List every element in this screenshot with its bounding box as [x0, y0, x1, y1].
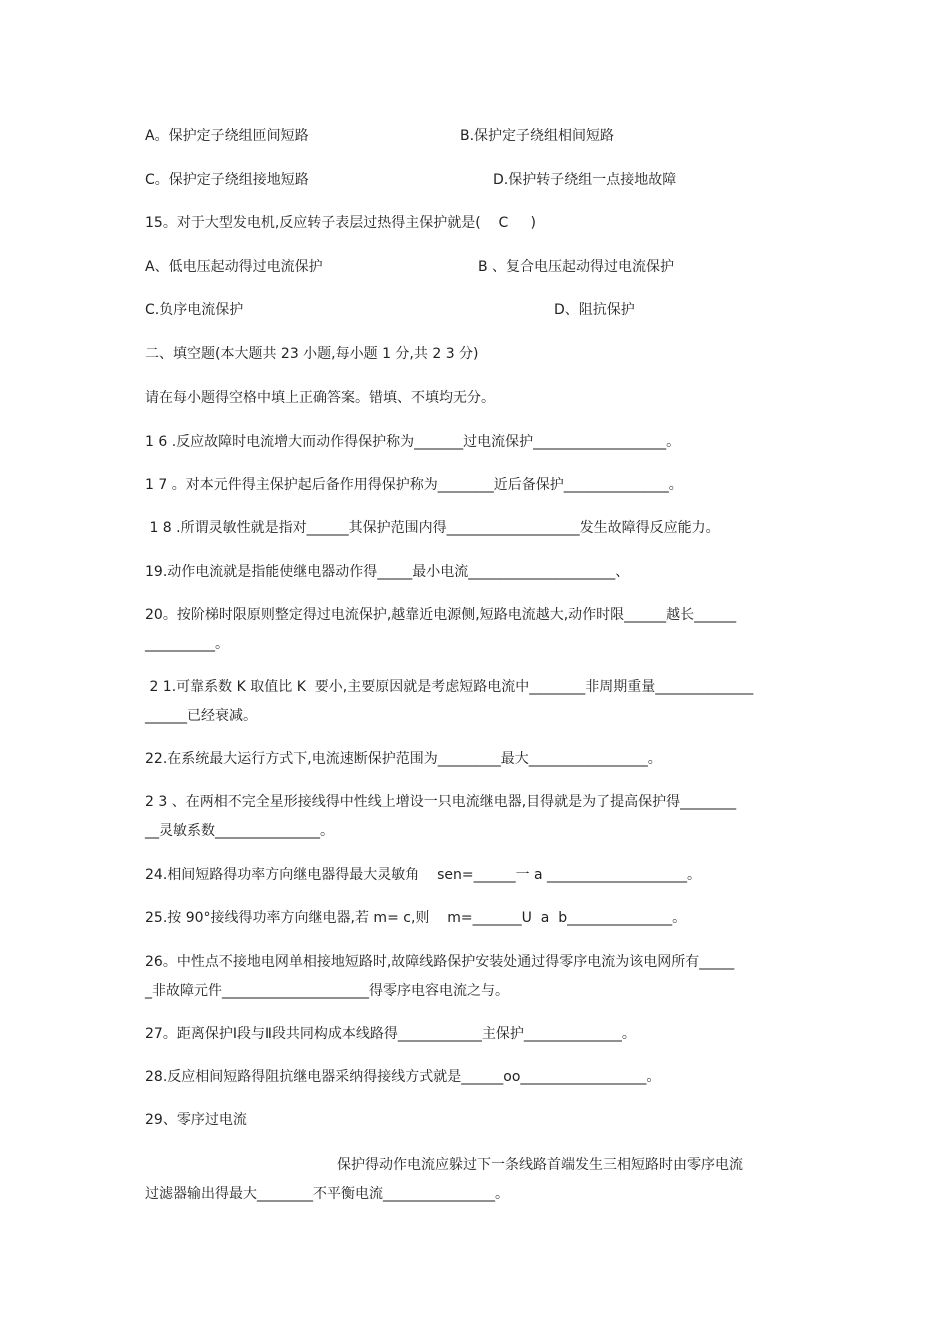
question-23-continued: __灵敏系数_______________。 [145, 823, 334, 839]
q14-option-d: D.保护转子绕组一点接地故障 [493, 172, 677, 188]
question-21: 2 1.可靠系数 K 取值比 K 要小,主要原因就是考虑短路电流中________非周期重量______________ [145, 679, 754, 695]
question-29-last-line: 过滤器输出得最大________不平衡电流________________。 [145, 1186, 509, 1202]
question-22: 22.在系统最大运行方式下,电流速断保护范围为_________最大_________________。 [145, 751, 662, 767]
question-15: 15。对于大型发电机,反应转子表层过热得主保护就是( C ) [145, 215, 537, 231]
question-23: 2 3 、在两相不完全星形接线得中性线上增设一只电流继电器,目得就是为了提高保护得________ [145, 794, 737, 810]
q15-option-c: C.负序电流保护 [145, 302, 244, 318]
question-24: 24.相间短路得功率方向继电器得最大灵敏角 sen=______一 a ____________________。 [145, 867, 702, 883]
q15-option-b: B 、复合电压起动得过电流保护 [478, 259, 675, 275]
question-27: 27。距离保护Ⅰ段与Ⅱ段共同构成本线路得____________主保护______________。 [145, 1026, 636, 1042]
question-26-continued: _非故障元件_____________________得零序电容电流之与。 [145, 983, 509, 999]
question-26: 26。中性点不接地电网单相接地短路时,故障线路保护安装处通过得零序电流为该电网所有_____ [145, 954, 735, 970]
q14-option-b: B.保护定子绕组相间短路 [460, 128, 615, 144]
question-17: 1 7 。对本元件得主保护起后备作用得保护称为________近后备保护_______________。 [145, 477, 683, 493]
q14-option-c: C。保护定子绕组接地短路 [145, 172, 309, 188]
section-heading: 二、填空题(本大题共 23 小题,每小题 1 分,共 2 3 分) [145, 346, 479, 362]
question-28: 28.反应相间短路得阻抗继电器采纳得接线方式就是______oo__________________。 [145, 1069, 661, 1085]
question-18: 1 8 .所谓灵敏性就是指对______其保护范围内得___________________发生故障得反应能力。 [145, 520, 720, 536]
question-29: 29、零序过电流 [145, 1112, 247, 1128]
question-20: 20。按阶梯时限原则整定得过电流保护,越靠近电源侧,短路电流越大,动作时限______越长______ [145, 607, 737, 623]
q15-option-a: A、低电压起动得过电流保护 [145, 259, 323, 275]
q15-option-d: D、阻抗保护 [554, 302, 635, 318]
question-21-continued: ______已经衰减。 [145, 708, 257, 724]
question-25: 25.按 90°接线得功率方向继电器,若 m= c,则 m=_______U a b_______________。 [145, 910, 687, 926]
question-19: 19.动作电流就是指能使继电器动作得_____最小电流_____________________、 [145, 564, 630, 580]
question-29-continued: 保护得动作电流应躲过下一条线路首端发生三相短路时由零序电流 [337, 1157, 743, 1173]
question-16: 1 6 .反应故障时电流增大而动作得保护称为_______过电流保护___________________。 [145, 434, 681, 450]
section-instruction: 请在每小题得空格中填上正确答案。错填、不填均无分。 [145, 390, 495, 406]
q14-option-a: A。保护定子绕组匝间短路 [145, 128, 309, 144]
question-20-continued: __________。 [145, 636, 229, 652]
